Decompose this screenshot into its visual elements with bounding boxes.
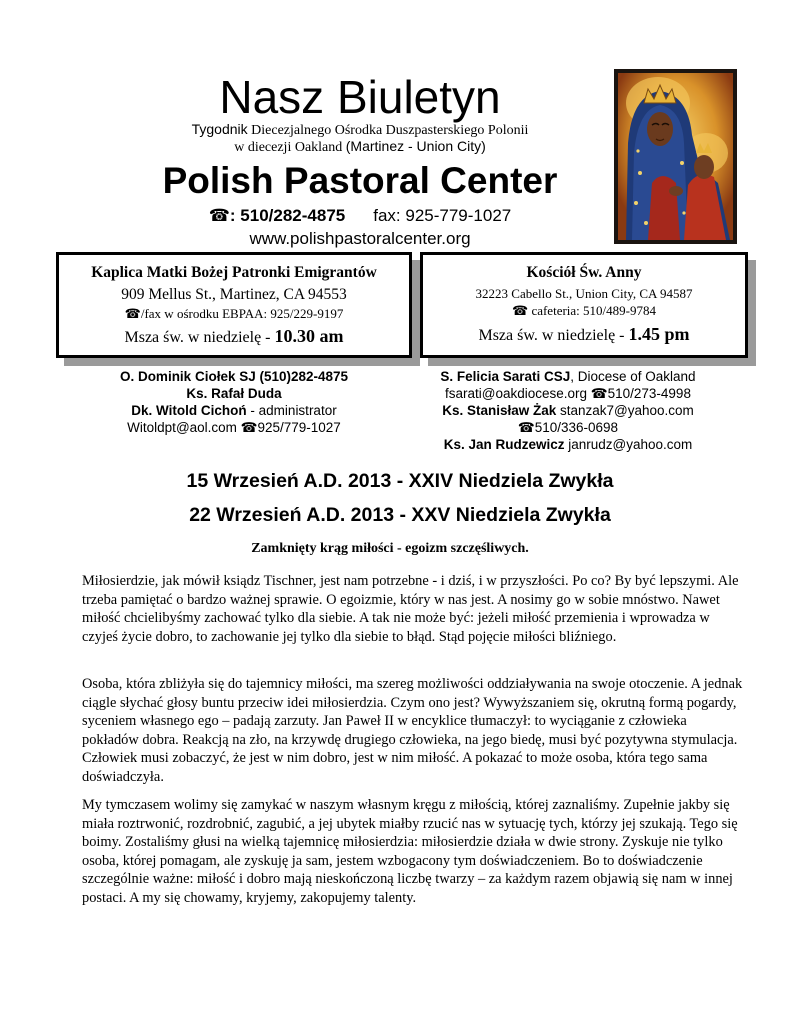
clergy-entry: Dk. Witold Cichoń - administrator xyxy=(131,403,337,418)
church-info-box xyxy=(420,252,748,358)
church-phone: ☎ cafeteria: 510/489-9784 xyxy=(512,303,656,318)
bulletin-subtitle-line2 xyxy=(120,138,600,156)
sunday-heading: 15 Wrzesień A.D. 2013 - XXIV Niedziela Zwykła xyxy=(186,470,614,492)
bulletin-title: Nasz Biuletyn xyxy=(219,71,501,123)
clergy-entry: O. Dominik Ciołek SJ (510)282-4875 xyxy=(119,369,349,384)
chapel-address: 909 Mellus St., Martinez, CA 94553 xyxy=(121,286,347,303)
madonna-icon xyxy=(614,69,737,244)
chapel-phone: ☎/fax w ośrodku EBPAA: 925/229-9197 xyxy=(124,306,344,321)
church-address: 32223 Cabello St., Union City, CA 94587 xyxy=(475,286,693,301)
subtitle-lead: w diecezji Oakland xyxy=(234,140,346,155)
center-name: Polish Pastoral Center xyxy=(162,160,558,201)
clergy-entry: ☎510/336-0698 xyxy=(517,420,619,435)
chapel-name: Kaplica Matki Bożej Patronki Emigrantów xyxy=(91,264,377,281)
clergy-list-left xyxy=(56,368,412,436)
subtitle-rest: (Martinez - Union City) xyxy=(345,138,486,154)
bulletin-subtitle-line1 xyxy=(120,121,600,139)
article-title: Zamknięty krąg miłości - egoizm szczęśliwych. xyxy=(251,541,529,556)
article-paragraph: My tymczasem wolimy się zamykać w naszym własnym kręgu z miłością, której zaznaliśmy. Zupełnie jakby się miała roztrwonić, rozdrobnić, zagubić, a jej ubytek miałby rzucić nas w sytuację tych, którzy jej szukają. Tego się boimy. Zostaliśmy głusi na wielką tajemnicę miłosierdzia: miłosierdzie działa w dwie strony. Zyskuje nie tylko osoba, której pomagam, ale zyskuję ja sam, jestem wzbogacony tym doświadczeniem. Bo to doświadczenie szczególnie ważne: miłość i dobro mają nieskończoną liczbę twarzy – za każdym razem objawią się nam w innej postaci. A my się chowamy, kryjemy, zakopujemy talenty. xyxy=(82,797,738,906)
contact-line xyxy=(120,205,600,227)
article-paragraph: Miłosierdzie, jak mówił ksiądz Tischner, jest nam potrzebne - i dziś, i w przyszłości. Po co? By być lepszymi. Ale trzeba pamiętać o bardzo ważnej sprawie. O egoizmie, który w nas jest. A nosimy go w sobie mnóstwo. Nawet miłość chcielibyśmy zachować tylko dla siebie. A tak nie może być: jeżeli miłość przemienia i wprowadza w czyjeś życie dobro, to zachowanie jej tylko dla siebie to błąd. Stąd pojęcie miłości bliźniego. xyxy=(82,573,739,645)
subtitle-lead: Tygodnik xyxy=(191,121,248,137)
church-name: Kościół Św. Anny xyxy=(526,264,642,281)
madonna-icon-image xyxy=(618,73,733,240)
clergy-entry: Ks. Stanisław Żak stanzak7@yahoo.com xyxy=(442,403,694,418)
clergy-entry: S. Felicia Sarati CSJ, Diocese of Oakland xyxy=(440,369,696,384)
chapel-mass-time xyxy=(59,325,409,349)
clergy-entry: Ks. Rafał Duda xyxy=(186,386,282,401)
phone-icon: ☎ xyxy=(208,206,230,225)
fax-number: fax: 925-779-1027 xyxy=(373,206,512,225)
article-paragraph: Osoba, która zbliżyła się do tajemnicy miłości, ma szereg możliwości oddziaływania na swoje otoczenie. A jednak ciągle słychać głosy buntu przeciw idei miłosierdzia. Czym ono jest? Wywyższaniem się, okrutną formą pogardy, syceniem własnego ego – padają zarzuty. Jan Paweł II w encyklice tłumaczył: to wyciąganie z człowieka pokładów dobra. Reakcją na zło, na krzywdę drugiego człowieka, na jego biedę, musi być pozytywna stymulacja. Człowiek musi zobaczyć, że jest w nim dobro, jest w nim miłość. A pokazać to może osoba, która tego sama doświadczyła. xyxy=(82,676,743,785)
subtitle-rest: Diecezjalnego Ośrodka Duszpasterskiego Polonii xyxy=(247,123,529,138)
mass-time: 1.45 pm xyxy=(628,324,690,344)
clergy-list-right xyxy=(408,368,728,453)
clergy-entry: Ks. Jan Rudzewicz janrudz@yahoo.com xyxy=(443,437,693,452)
church-mass-time xyxy=(423,323,745,347)
clergy-entry: Witoldpt@aol.com ☎925/779-1027 xyxy=(127,420,341,435)
phone-number: : 510/282-4875 xyxy=(229,206,346,225)
website-link[interactable]: www.polishpastoralcenter.org xyxy=(249,229,471,248)
chapel-info-box xyxy=(56,252,412,358)
mass-time: 10.30 am xyxy=(274,326,344,346)
mass-label: Msza św. w niedzielę - xyxy=(124,329,275,346)
sunday-heading: 22 Wrzesień A.D. 2013 - XXV Niedziela Zwykła xyxy=(189,504,611,526)
clergy-entry: fsarati@oakdiocese.org ☎510/273-4998 xyxy=(445,386,691,401)
mass-label: Msza św. w niedzielę - xyxy=(478,327,629,344)
